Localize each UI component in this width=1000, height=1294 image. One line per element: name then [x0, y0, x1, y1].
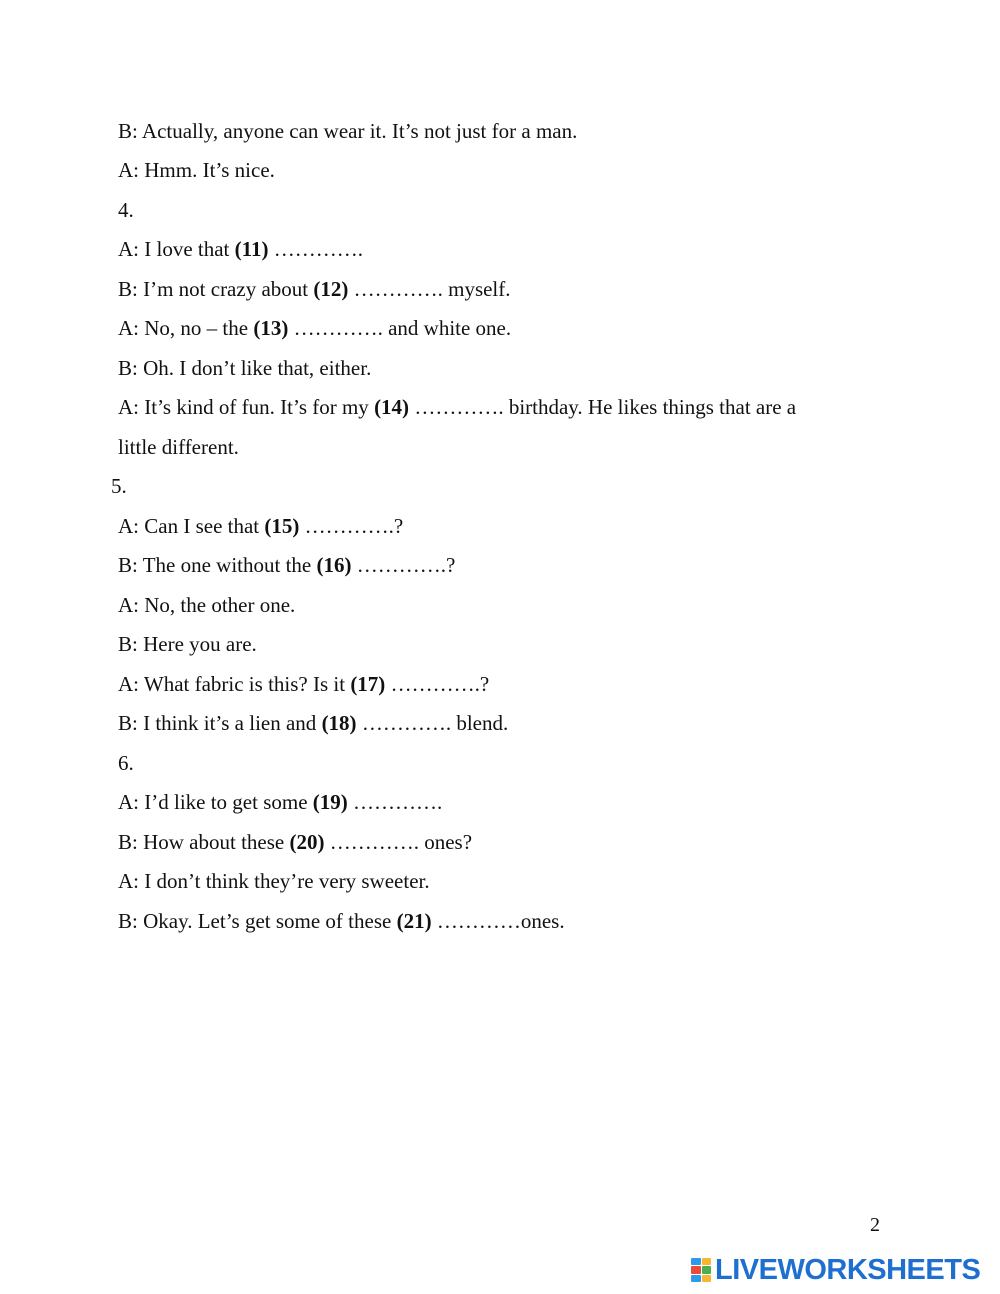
- section-number: 5.: [111, 474, 127, 498]
- logo-block: [702, 1266, 712, 1273]
- dialogue-line: B: The one without the (16) ………….?: [118, 553, 456, 577]
- blank-number: (20): [289, 830, 325, 854]
- dialogue-line: B: Oh. I don’t like that, either.: [118, 356, 372, 380]
- logo-block: [691, 1266, 701, 1273]
- dialogue-line: A: Hmm. It’s nice.: [118, 158, 275, 182]
- answer-blank: …………. birthday. He likes things that are a: [409, 395, 797, 419]
- answer-blank: …………. ones?: [324, 830, 473, 854]
- dialogue-line: A: I’d like to get some (19) ………….: [118, 790, 443, 814]
- answer-blank: …………ones.: [431, 909, 565, 933]
- blank-number: (13): [253, 316, 289, 340]
- answer-blank: ………….: [347, 790, 443, 814]
- blank-number: (18): [321, 711, 357, 735]
- blank-number: (17): [350, 672, 386, 696]
- dialogue-line: A: What fabric is this? Is it (17) ………….?: [118, 672, 490, 696]
- section-number: 6.: [118, 751, 134, 775]
- blank-number: (15): [264, 514, 300, 538]
- logo-block: [702, 1258, 712, 1265]
- logo-block: [702, 1275, 712, 1282]
- answer-blank: ………….?: [351, 553, 456, 577]
- logo-block: [691, 1258, 701, 1265]
- answer-blank: ………….: [268, 237, 363, 261]
- page-number: 2: [870, 1214, 880, 1236]
- answer-blank: …………. blend.: [356, 711, 509, 735]
- blank-number: (21): [396, 909, 432, 933]
- dialogue-line: A: No, the other one.: [118, 593, 296, 617]
- dialogue-line: B: Actually, anyone can wear it. It’s not just for a man.: [118, 119, 578, 143]
- liveworksheets-logo-icon: [691, 1258, 711, 1282]
- blank-number: (14): [374, 395, 410, 419]
- dialogue-line: A: No, no – the (13) …………. and white one.: [118, 316, 512, 340]
- blank-number: (19): [312, 790, 348, 814]
- blank-number: (11): [234, 237, 269, 261]
- dialogue-line: B: Okay. Let’s get some of these (21) …………ones.: [118, 909, 565, 933]
- section-number: 4.: [118, 198, 134, 222]
- logo-text: LIVEWORKSHEETS: [715, 1254, 981, 1286]
- blank-number: (12): [313, 277, 349, 301]
- blank-number: (16): [316, 553, 352, 577]
- liveworksheets-logo[interactable]: [691, 1254, 980, 1286]
- dialogue-line: B: Here you are.: [118, 632, 257, 656]
- answer-blank: …………. and white one.: [288, 316, 512, 340]
- dialogue-line: little different.: [118, 435, 239, 459]
- dialogue-line: B: How about these (20) …………. ones?: [118, 830, 473, 854]
- dialogue-line: B: I’m not crazy about (12) …………. myself.: [118, 277, 511, 301]
- answer-blank: ………….?: [299, 514, 404, 538]
- answer-blank: ………….?: [385, 672, 490, 696]
- dialogue-line: A: I love that (11) ………….: [118, 237, 363, 261]
- answer-blank: …………. myself.: [348, 277, 511, 301]
- dialogue-line: A: It’s kind of fun. It’s for my (14) …………. birthday. He likes things that are a: [118, 395, 797, 419]
- dialogue-line: A: Can I see that (15) ………….?: [118, 514, 404, 538]
- dialogue-line: A: I don’t think they’re very sweeter.: [118, 869, 430, 893]
- dialogue-line: B: I think it’s a lien and (18) …………. blend.: [118, 711, 509, 735]
- logo-block: [691, 1275, 701, 1282]
